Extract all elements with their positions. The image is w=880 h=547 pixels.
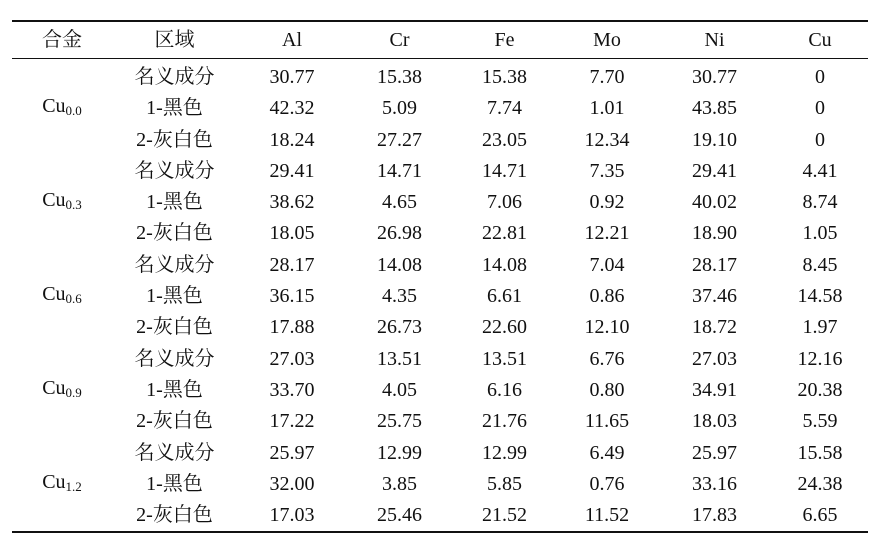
value-cell: 7.35 <box>589 159 625 182</box>
value-cell: 22.81 <box>482 222 527 245</box>
alloy-cell <box>12 156 112 250</box>
table-row <box>12 125 868 156</box>
value-cell: 28.17 <box>692 253 737 276</box>
value-cell: 8.74 <box>802 191 838 214</box>
header-mo: Mo <box>593 29 621 51</box>
value-cell: 13.51 <box>377 347 422 370</box>
value-cell: 4.65 <box>382 191 417 214</box>
value-cell: 27.27 <box>377 128 422 151</box>
value-cell: 15.38 <box>377 66 422 88</box>
value-cell: 7.74 <box>487 97 522 120</box>
table-row <box>12 59 868 94</box>
value-cell: 33.16 <box>692 472 737 495</box>
table-row <box>12 156 868 187</box>
value-cell: 30.77 <box>692 66 737 88</box>
table-row <box>12 406 868 437</box>
value-cell: 7.06 <box>487 191 522 214</box>
value-cell: 26.98 <box>377 222 422 245</box>
header-row <box>12 21 868 59</box>
table-row <box>12 218 868 249</box>
alloy-cell <box>12 250 112 344</box>
value-cell: 37.46 <box>692 285 737 308</box>
table-row <box>12 281 868 312</box>
value-cell: 18.05 <box>269 222 315 245</box>
value-cell: 4.05 <box>382 378 417 401</box>
value-cell: 42.32 <box>269 97 315 120</box>
value-cell: 17.88 <box>269 316 315 339</box>
region-cell: 2-灰白色 <box>136 410 213 433</box>
value-cell: 20.38 <box>797 378 843 401</box>
value-cell: 7.70 <box>589 66 625 88</box>
value-cell: 17.03 <box>269 504 315 527</box>
region-cell: 1-黑色 <box>146 472 203 495</box>
table-row <box>12 187 868 218</box>
value-cell: 6.16 <box>487 378 522 401</box>
value-cell: 12.16 <box>797 347 843 370</box>
value-cell: 11.65 <box>584 410 630 433</box>
region-cell: 2-灰白色 <box>136 504 213 527</box>
value-cell: 13.51 <box>482 347 527 370</box>
value-cell: 24.38 <box>797 472 843 495</box>
region-cell: 1-黑色 <box>146 378 203 401</box>
value-cell: 29.41 <box>269 159 315 182</box>
value-cell: 1.05 <box>802 222 838 245</box>
value-cell: 22.60 <box>482 316 527 339</box>
region-cell: 1-黑色 <box>146 191 203 214</box>
value-cell: 17.83 <box>692 504 737 527</box>
alloy-base: Cu <box>42 283 66 306</box>
value-cell: 25.46 <box>377 504 422 527</box>
value-cell: 18.24 <box>269 128 315 151</box>
table-row <box>12 500 868 532</box>
value-cell: 18.03 <box>692 410 737 433</box>
value-cell: 12.99 <box>377 441 422 464</box>
value-cell: 40.02 <box>692 191 737 214</box>
table-row <box>12 375 868 406</box>
value-cell: 29.41 <box>692 159 737 182</box>
alloy-base: Cu <box>42 95 66 118</box>
header-region: 区域 <box>154 29 195 51</box>
value-cell: 0 <box>815 66 825 88</box>
value-cell: 34.91 <box>692 378 737 401</box>
region-cell: 1-黑色 <box>146 97 203 120</box>
value-cell: 11.52 <box>584 504 630 527</box>
value-cell: 25.97 <box>269 441 315 464</box>
region-cell: 名义成分 <box>134 66 215 88</box>
value-cell: 0 <box>815 128 825 151</box>
region-cell: 2-灰白色 <box>136 128 213 151</box>
header-fe: Fe <box>494 29 515 51</box>
value-cell: 17.22 <box>269 410 315 433</box>
value-cell: 0 <box>815 97 825 120</box>
region-cell: 名义成分 <box>134 159 215 182</box>
value-cell: 38.62 <box>269 191 315 214</box>
value-cell: 0.80 <box>589 378 625 401</box>
value-cell: 30.77 <box>269 66 315 88</box>
value-cell: 12.34 <box>584 128 630 151</box>
alloy-subscript: 0.9 <box>65 384 82 400</box>
value-cell: 12.10 <box>584 316 630 339</box>
region-cell: 1-黑色 <box>146 285 203 308</box>
value-cell: 0.86 <box>589 285 625 308</box>
region-cell: 名义成分 <box>134 253 215 276</box>
alloy-cell <box>12 59 112 156</box>
composition-table <box>12 20 868 533</box>
table-row <box>12 93 868 124</box>
value-cell: 21.52 <box>482 504 527 527</box>
value-cell: 0.92 <box>589 191 625 214</box>
header-cu: Cu <box>808 29 832 51</box>
value-cell: 15.38 <box>482 66 527 88</box>
value-cell: 25.75 <box>377 410 422 433</box>
value-cell: 23.05 <box>482 128 527 151</box>
value-cell: 6.49 <box>589 441 625 464</box>
table-row <box>12 312 868 343</box>
header-alloy: 合金 <box>42 29 82 51</box>
alloy-base: Cu <box>42 189 66 212</box>
value-cell: 14.58 <box>797 285 843 308</box>
table-row <box>12 438 868 469</box>
value-cell: 4.41 <box>802 159 838 182</box>
value-cell: 33.70 <box>269 378 315 401</box>
header-al: Al <box>282 29 302 51</box>
value-cell: 36.15 <box>269 285 315 308</box>
alloy-subscript: 1.2 <box>65 478 82 494</box>
value-cell: 27.03 <box>692 347 737 370</box>
alloy-subscript: 0.3 <box>65 197 82 213</box>
table-row <box>12 250 868 281</box>
region-cell: 名义成分 <box>134 347 215 370</box>
value-cell: 32.00 <box>269 472 315 495</box>
value-cell: 26.73 <box>377 316 422 339</box>
value-cell: 27.03 <box>269 347 315 370</box>
alloy-cell <box>12 344 112 438</box>
value-cell: 15.58 <box>797 441 843 464</box>
header-cr: Cr <box>389 29 410 51</box>
value-cell: 6.65 <box>802 504 838 527</box>
alloy-cell <box>12 438 112 533</box>
region-cell: 2-灰白色 <box>136 316 213 339</box>
value-cell: 18.90 <box>692 222 737 245</box>
value-cell: 25.97 <box>692 441 737 464</box>
value-cell: 5.85 <box>487 472 522 495</box>
value-cell: 14.71 <box>482 159 527 182</box>
table-row <box>12 469 868 500</box>
value-cell: 12.21 <box>584 222 630 245</box>
value-cell: 19.10 <box>692 128 737 151</box>
value-cell: 6.61 <box>487 285 522 308</box>
value-cell: 3.85 <box>382 472 417 495</box>
value-cell: 28.17 <box>269 253 315 276</box>
value-cell: 5.59 <box>802 410 838 433</box>
value-cell: 5.09 <box>382 97 417 120</box>
region-cell: 名义成分 <box>134 441 215 464</box>
value-cell: 7.04 <box>589 253 625 276</box>
region-cell: 2-灰白色 <box>136 222 213 245</box>
table-row <box>12 344 868 375</box>
alloy-subscript: 0.0 <box>65 103 82 119</box>
value-cell: 14.08 <box>377 253 422 276</box>
value-cell: 12.99 <box>482 441 527 464</box>
value-cell: 18.72 <box>692 316 737 339</box>
value-cell: 43.85 <box>692 97 737 120</box>
value-cell: 14.08 <box>482 253 527 276</box>
header-ni: Ni <box>704 29 725 51</box>
value-cell: 4.35 <box>382 285 417 308</box>
value-cell: 8.45 <box>802 253 838 276</box>
value-cell: 1.01 <box>589 97 625 120</box>
value-cell: 6.76 <box>589 347 625 370</box>
alloy-base: Cu <box>42 376 66 399</box>
value-cell: 1.97 <box>802 316 838 339</box>
table-body <box>12 59 868 533</box>
value-cell: 14.71 <box>377 159 422 182</box>
alloy-base: Cu <box>42 470 66 493</box>
alloy-subscript: 0.6 <box>65 291 82 307</box>
value-cell: 21.76 <box>482 410 527 433</box>
value-cell: 0.76 <box>589 472 625 495</box>
